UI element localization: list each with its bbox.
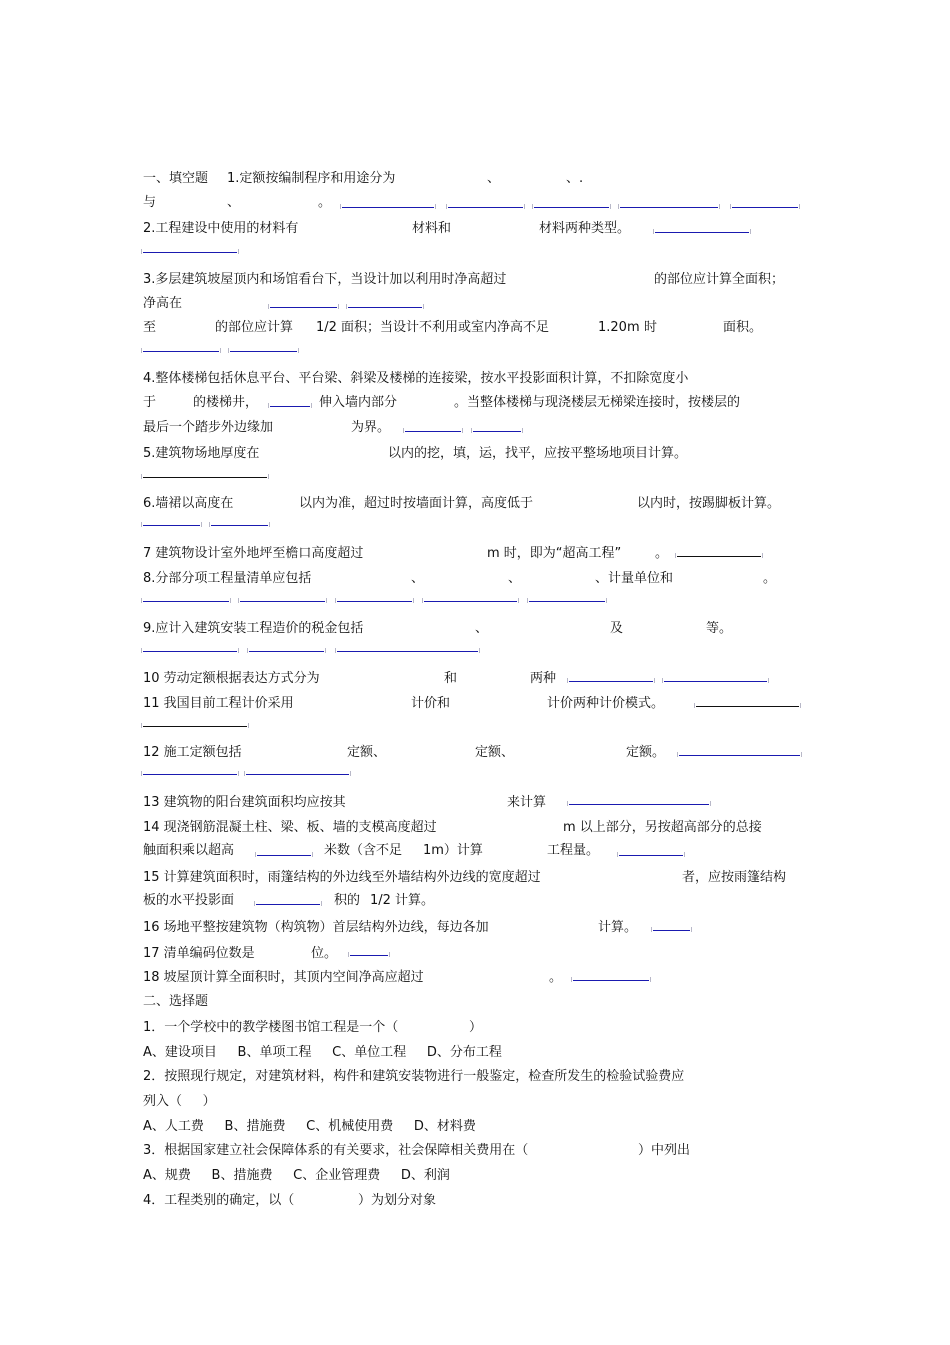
answer-blank[interactable]: [246, 774, 349, 775]
question-12-text: 定额、: [475, 745, 515, 760]
answer-blank[interactable]: [143, 774, 237, 775]
question-15-text: 15 计算建筑面积时，雨篷结构的外边线至外墙结构外边线的宽度超过: [143, 870, 541, 885]
question-17-text: 17 清单编码位数是: [143, 946, 255, 961]
answer-blank[interactable]: [143, 726, 247, 727]
question-8-sep: 、: [411, 571, 425, 586]
question-3-text: 净高在: [143, 296, 183, 311]
question-11-text: 11 我国目前工程计价采用: [143, 696, 294, 711]
choice-3-question: 3．根据国家建立社会保障体系的有关要求，社会保障相关费用在（: [143, 1143, 529, 1158]
answer-blank[interactable]: [143, 525, 200, 526]
question-6-text: 以内时，按踢脚板计算。: [637, 496, 781, 511]
question-4-text: 于: [143, 395, 157, 410]
question-2-text: 材料两种类型。: [539, 221, 631, 236]
answer-blank[interactable]: [211, 525, 268, 526]
question-18-end: 。: [549, 970, 563, 985]
question-3-text: 面积；当设计不利用或室内净高不足: [341, 320, 550, 335]
answer-blank[interactable]: [529, 601, 605, 602]
question-7-text: m 时，即为“超高工程”: [487, 546, 622, 561]
question-4-text: 的楼梯井，: [193, 395, 259, 410]
question-1-text: 1.定额按编制程序和用途分为: [227, 171, 396, 186]
question-8-text: 8.分部分项工程量清单应包括: [143, 571, 312, 586]
answer-blank[interactable]: [143, 601, 229, 602]
question-16-text: 计算。: [598, 920, 638, 935]
question-3-text: 面积。: [723, 320, 763, 335]
question-6-text: 以内为准，超过时按墙面计算，高度低于: [299, 496, 534, 511]
answer-blank[interactable]: [619, 855, 683, 856]
question-14-text: 触面积乘以超高: [143, 843, 235, 858]
question-3-text: 的部位应计算全面积；: [654, 272, 785, 287]
choice-2-question-line2: 列入（ ）: [143, 1094, 216, 1109]
question-16-text: 16 场地平整按建筑物（构筑物）首层结构外边线，每边各加: [143, 920, 489, 935]
question-6-text: 6.墙裙以高度在: [143, 496, 234, 511]
question-10-text: 和: [444, 671, 458, 686]
question-4-text: 4.整体楼梯包括休息平台、平台梁、斜梁及楼梯的连接梁，按水平投影面积计算，不扣除宽度小: [143, 371, 689, 386]
question-15-text: 1/2 计算。: [370, 893, 435, 908]
question-18-text: 18 坡屋顶计算全面积时，其顶内空间净高应超过: [143, 970, 424, 985]
answer-blank[interactable]: [696, 706, 799, 707]
answer-blank[interactable]: [249, 651, 324, 652]
answer-blank[interactable]: [679, 755, 800, 756]
section-heading-fill-in: 一、填空题: [143, 171, 209, 186]
answer-blank[interactable]: [405, 431, 461, 432]
question-1-sep: 、: [227, 195, 241, 210]
answer-blank[interactable]: [270, 406, 310, 407]
question-13-text: 13 建筑物的阳台建筑面积均应按其: [143, 795, 346, 810]
question-9-text: 9.应计入建筑安装工程造价的税金包括: [143, 621, 364, 636]
question-8-text: 、计量单位和: [595, 571, 674, 586]
answer-blank[interactable]: [256, 904, 320, 905]
choice-1-options: A、建设项目 B、单项工程 C、单位工程 D、分布工程: [143, 1045, 502, 1060]
answer-blank[interactable]: [732, 207, 798, 208]
question-2-text: 材料和: [412, 221, 452, 236]
answer-blank[interactable]: [143, 651, 237, 652]
answer-blank[interactable]: [653, 930, 690, 931]
answer-blank[interactable]: [230, 351, 297, 352]
question-11-text: 计价和: [411, 696, 451, 711]
answer-blank[interactable]: [677, 556, 761, 557]
answer-blank[interactable]: [270, 307, 337, 308]
answer-blank[interactable]: [350, 955, 388, 956]
answer-blank[interactable]: [143, 252, 237, 253]
question-5-text: 5.建筑物场地厚度在: [143, 446, 260, 461]
question-1-text: 与: [143, 195, 157, 210]
section-heading-choice: 二、选择题: [143, 994, 209, 1009]
question-4-text: 伸入墙内部分: [319, 395, 398, 410]
answer-blank[interactable]: [348, 307, 422, 308]
answer-blank[interactable]: [473, 431, 521, 432]
question-4-text: 为界。: [351, 420, 391, 435]
answer-blank[interactable]: [257, 855, 311, 856]
question-9-text: 及: [610, 621, 624, 636]
answer-blank[interactable]: [664, 681, 767, 682]
answer-blank[interactable]: [424, 601, 517, 602]
question-9-sep: 、: [475, 621, 489, 636]
question-7-text: 7 建筑物设计室外地坪至檐口高度超过: [143, 546, 364, 561]
question-17-text: 位。: [311, 946, 338, 961]
question-8-sep: 、: [508, 571, 522, 586]
question-3-text: 的部位应计算: [215, 320, 294, 335]
answer-blank[interactable]: [569, 681, 653, 682]
question-3-text: 时: [644, 320, 658, 335]
question-14-text: 1m）计算: [423, 843, 483, 858]
choice-3-options: A、规费 B、措施费 C、企业管理费 D、利润: [143, 1168, 450, 1183]
question-3-text: 1.20m: [598, 320, 640, 335]
question-3-text: 至: [143, 320, 157, 335]
answer-blank[interactable]: [448, 207, 523, 208]
choice-4-question: 4．工程类别的确定，以（: [143, 1193, 295, 1208]
question-3-text: 3.多层建筑坡屋顶内和场馆看台下，当设计加以利用时净高超过: [143, 272, 507, 287]
question-7-text: 。: [655, 546, 669, 561]
answer-blank[interactable]: [143, 477, 267, 478]
question-1-sep: 、.: [566, 171, 584, 186]
answer-blank[interactable]: [655, 232, 749, 233]
question-4-text: 最后一个踏步外边缘加: [143, 420, 274, 435]
question-14-text: 14 现浇钢筋混凝土柱、梁、板、墙的支模高度超过: [143, 820, 437, 835]
question-2-text: 2.工程建设中使用的材料有: [143, 221, 299, 236]
question-12-text: 12 施工定额包括: [143, 745, 242, 760]
choice-2-options: A、人工费 B、措施费 C、机械使用费 D、材料费: [143, 1119, 476, 1134]
answer-blank[interactable]: [342, 207, 434, 208]
question-14-text: m 以上部分，另按超高部分的总接: [563, 820, 762, 835]
question-9-end: 等。: [706, 621, 733, 636]
question-4-text: 。当整体楼梯与现浇楼层无梯梁连接时，按楼层的: [454, 395, 741, 410]
question-10-text: 两种: [530, 671, 557, 686]
question-3-text: 1/2: [316, 320, 337, 335]
answer-blank[interactable]: [534, 207, 609, 208]
question-15-text: 板的水平投影面: [143, 893, 235, 908]
question-14-text: 工程量。: [547, 843, 600, 858]
choice-4-question-end: ）为划分对象: [358, 1193, 437, 1208]
question-1-sep: 、: [487, 171, 501, 186]
choice-1-question-end: ）: [469, 1020, 483, 1035]
answer-blank[interactable]: [337, 651, 478, 652]
question-14-text: 米数（含不足: [324, 843, 403, 858]
choice-3-question-end: ）中列出: [638, 1143, 691, 1158]
question-13-text: 来计算: [507, 795, 547, 810]
question-5-text: 以内的挖，填，运，找平，应按平整场地项目计算。: [388, 446, 688, 461]
question-11-text: 计价两种计价模式。: [547, 696, 665, 711]
answer-blank[interactable]: [240, 601, 325, 602]
answer-blank[interactable]: [620, 207, 718, 208]
question-1-end: 。: [318, 195, 332, 210]
question-15-text: 者，应按雨篷结构: [682, 870, 787, 885]
question-15-text: 积的: [334, 893, 361, 908]
answer-blank[interactable]: [569, 804, 709, 805]
answer-blank[interactable]: [337, 601, 412, 602]
answer-blank[interactable]: [573, 980, 649, 981]
question-12-text: 定额。: [626, 745, 666, 760]
question-10-text: 10 劳动定额根据表达方式分为: [143, 671, 320, 686]
choice-2-question: 2．按照现行规定，对建筑材料，构件和建筑安装物进行一般鉴定，检查所发生的检验试验费应: [143, 1069, 685, 1084]
choice-1-question: 1．一个学校中的教学楼图书馆工程是一个（: [143, 1020, 399, 1035]
question-12-text: 定额、: [347, 745, 387, 760]
answer-blank[interactable]: [143, 351, 219, 352]
question-8-end: 。: [763, 571, 777, 586]
